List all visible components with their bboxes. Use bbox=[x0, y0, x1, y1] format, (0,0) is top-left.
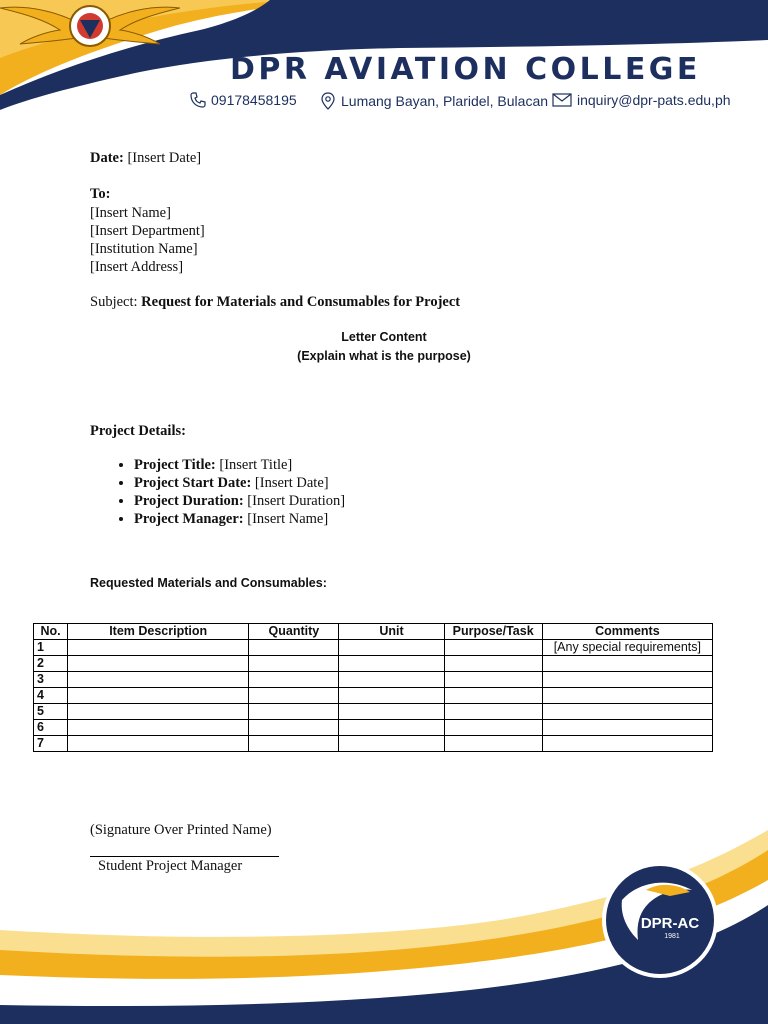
date-line bbox=[90, 149, 201, 167]
cell-comments[interactable] bbox=[542, 656, 712, 672]
row-number: 6 bbox=[34, 720, 68, 736]
cell-quantity[interactable] bbox=[249, 736, 339, 752]
cell-comments[interactable] bbox=[542, 688, 712, 704]
letter-content-hint: (Explain what is the purpose) bbox=[297, 349, 471, 363]
contact-email bbox=[552, 92, 731, 108]
cell-purpose[interactable] bbox=[444, 704, 542, 720]
address-text: Lumang Bayan, Plaridel, Bulacan bbox=[341, 93, 549, 109]
project-details-label: Project Details: bbox=[90, 423, 186, 439]
cell-purpose[interactable] bbox=[444, 640, 542, 656]
recipient-department: [Insert Department] bbox=[90, 223, 205, 239]
email-text: inquiry@dpr-pats.edu,ph bbox=[577, 92, 731, 108]
recipient-address: [Insert Address] bbox=[90, 259, 184, 275]
date-value: [Insert Date] bbox=[127, 150, 202, 166]
cell-item[interactable] bbox=[68, 736, 249, 752]
cell-purpose[interactable] bbox=[444, 720, 542, 736]
detail-value: [Insert Date] bbox=[254, 475, 329, 491]
recipient-institution: [Institution Name] bbox=[90, 241, 198, 257]
materials-table bbox=[33, 623, 713, 752]
cell-unit[interactable] bbox=[339, 640, 444, 656]
subject-label: Subject: bbox=[90, 294, 138, 310]
detail-value: [Insert Title] bbox=[219, 457, 293, 473]
header-item-description: Item Description bbox=[68, 624, 249, 640]
row-number: 7 bbox=[34, 736, 68, 752]
dpr-ac-badge-icon bbox=[600, 860, 720, 980]
cell-unit[interactable] bbox=[339, 736, 444, 752]
header-unit: Unit bbox=[339, 624, 444, 640]
subject-value: Request for Materials and Consumables for Project bbox=[141, 294, 461, 310]
college-emblem-icon bbox=[0, 0, 180, 60]
to-label: To: bbox=[90, 186, 111, 202]
mail-icon bbox=[552, 93, 572, 107]
requested-materials-title: Requested Materials and Consumables: bbox=[90, 576, 327, 590]
cell-item[interactable] bbox=[68, 704, 249, 720]
cell-item[interactable] bbox=[68, 720, 249, 736]
cell-comments[interactable] bbox=[542, 704, 712, 720]
header-purpose-task: Purpose/Task bbox=[444, 624, 542, 640]
cell-item[interactable] bbox=[68, 672, 249, 688]
row-number: 1 bbox=[34, 640, 68, 656]
project-details-list bbox=[112, 456, 345, 528]
signature-label: (Signature Over Printed Name) bbox=[90, 822, 272, 838]
cell-purpose[interactable] bbox=[444, 672, 542, 688]
cell-quantity[interactable] bbox=[249, 656, 339, 672]
cell-comments[interactable]: [Any special requirements] bbox=[542, 640, 712, 656]
cell-quantity[interactable] bbox=[249, 672, 339, 688]
cell-quantity[interactable] bbox=[249, 720, 339, 736]
cell-unit[interactable] bbox=[339, 672, 444, 688]
cell-item[interactable] bbox=[68, 656, 249, 672]
cell-comments[interactable] bbox=[542, 720, 712, 736]
detail-start-date bbox=[134, 474, 345, 492]
table-row bbox=[34, 672, 713, 688]
letter-content-title: Letter Content bbox=[341, 330, 427, 344]
detail-project-title bbox=[134, 456, 345, 474]
cell-purpose[interactable] bbox=[444, 736, 542, 752]
row-number: 2 bbox=[34, 656, 68, 672]
row-number: 3 bbox=[34, 672, 68, 688]
row-number: 5 bbox=[34, 704, 68, 720]
cell-comments[interactable] bbox=[542, 672, 712, 688]
cell-quantity[interactable] bbox=[249, 688, 339, 704]
cell-purpose[interactable] bbox=[444, 656, 542, 672]
table-row bbox=[34, 640, 713, 656]
header-no: No. bbox=[34, 624, 68, 640]
detail-manager bbox=[134, 510, 345, 528]
badge-abbrev: DPR-AC bbox=[640, 915, 700, 932]
cell-unit[interactable] bbox=[339, 656, 444, 672]
cell-quantity[interactable] bbox=[249, 640, 339, 656]
detail-label: Project Duration: bbox=[134, 493, 244, 509]
location-pin-icon bbox=[320, 92, 336, 110]
cell-item[interactable] bbox=[68, 688, 249, 704]
detail-label: Project Manager: bbox=[134, 511, 244, 527]
badge-year: 1981 bbox=[664, 933, 680, 940]
detail-value: [Insert Duration] bbox=[247, 493, 346, 509]
header-quantity: Quantity bbox=[249, 624, 339, 640]
cell-unit[interactable] bbox=[339, 688, 444, 704]
header-comments: Comments bbox=[542, 624, 712, 640]
detail-value: [Insert Name] bbox=[247, 511, 329, 527]
phone-number: 09178458195 bbox=[211, 92, 297, 108]
cell-comments[interactable] bbox=[542, 736, 712, 752]
table-row bbox=[34, 736, 713, 752]
letterhead bbox=[0, 0, 768, 120]
detail-duration bbox=[134, 492, 345, 510]
contact-address bbox=[320, 92, 548, 110]
signature-line bbox=[90, 856, 279, 857]
subject-line bbox=[90, 293, 460, 311]
cell-unit[interactable] bbox=[339, 704, 444, 720]
recipient-name: [Insert Name] bbox=[90, 205, 171, 221]
table-row bbox=[34, 688, 713, 704]
table-header-row bbox=[34, 624, 713, 640]
table-row bbox=[34, 720, 713, 736]
detail-label: Project Start Date: bbox=[134, 475, 252, 491]
table-row bbox=[34, 656, 713, 672]
detail-label: Project Title: bbox=[134, 457, 216, 473]
contact-phone bbox=[190, 92, 297, 108]
phone-icon bbox=[190, 92, 206, 108]
signature-role: Student Project Manager bbox=[98, 858, 243, 874]
cell-quantity[interactable] bbox=[249, 704, 339, 720]
table-row bbox=[34, 704, 713, 720]
college-name: DPR AVIATION COLLEGE bbox=[230, 52, 701, 87]
cell-purpose[interactable] bbox=[444, 688, 542, 704]
cell-unit[interactable] bbox=[339, 720, 444, 736]
cell-item[interactable] bbox=[68, 640, 249, 656]
row-number: 4 bbox=[34, 688, 68, 704]
date-label: Date: bbox=[90, 150, 124, 166]
